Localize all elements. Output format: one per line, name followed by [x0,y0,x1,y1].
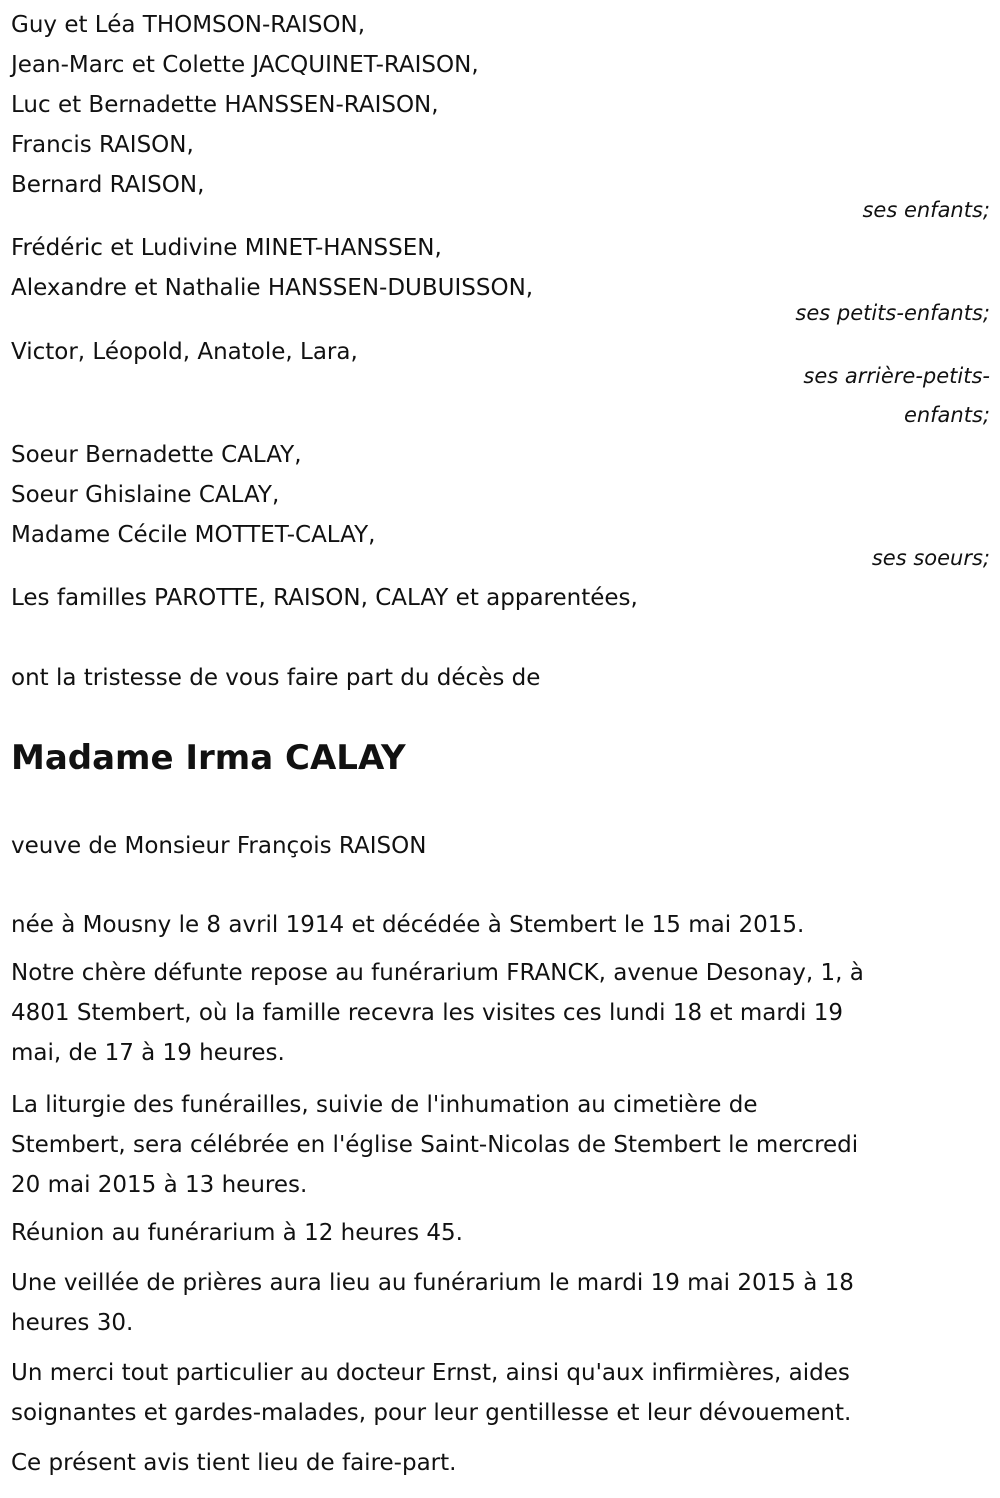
paragraph-line: Ce présent avis tient lieu de faire-part. [11,1450,457,1476]
relation-label: ses petits-enfants; [795,301,990,325]
announcement: ont la tristesse de vous faire part du décès de [11,665,541,691]
family-line: Soeur Bernadette CALAY, [11,442,302,468]
paragraph-line: née à Mousny le 8 avril 1914 et décédée à Stembert le 15 mai 2015. [11,912,805,938]
relation-label: ses soeurs; [871,546,990,570]
paragraph-line: mai, de 17 à 19 heures. [11,1040,285,1066]
paragraph-line: La liturgie des funérailles, suivie de l'inhumation au cimetière de [11,1092,758,1118]
paragraph-line: Stembert, sera célébrée en l'église Saint-Nicolas de Stembert le mercredi [11,1132,859,1158]
relation-label: ses enfants; [862,198,990,222]
family-line: Luc et Bernadette HANSSEN-RAISON, [11,92,439,118]
family-line: Alexandre et Nathalie HANSSEN-DUBUISSON, [11,275,534,301]
family-line: Jean-Marc et Colette JACQUINET-RAISON, [11,52,479,78]
paragraph-line: heures 30. [11,1310,134,1336]
family-line: Soeur Ghislaine CALAY, [11,482,280,508]
paragraph-line: Notre chère défunte repose au funérarium FRANCK, avenue Desonay, 1, à [11,960,864,986]
family-line: Madame Cécile MOTTET-CALAY, [11,522,376,548]
paragraph-line: Une veillée de prières aura lieu au funérarium le mardi 19 mai 2015 à 18 [11,1270,854,1296]
relation-label: enfants; [903,403,990,427]
paragraph-line: 4801 Stembert, où la famille recevra les visites ces lundi 18 et mardi 19 [11,1000,843,1026]
family-line: Francis RAISON, [11,132,194,158]
family-line: Victor, Léopold, Anatole, Lara, [11,339,358,365]
family-line: Frédéric et Ludivine MINET-HANSSEN, [11,235,442,261]
relation-label: ses arrière-petits- [803,364,990,388]
paragraph-line: Un merci tout particulier au docteur Ernst, ainsi qu'aux infirmières, aides [11,1360,850,1386]
paragraph-line: 20 mai 2015 à 13 heures. [11,1172,308,1198]
families-line: Les familles PAROTTE, RAISON, CALAY et apparentées, [11,585,638,611]
paragraph-line: Réunion au funérarium à 12 heures 45. [11,1220,463,1246]
family-line: Bernard RAISON, [11,172,205,198]
paragraph-line: soignantes et gardes-malades, pour leur gentillesse et leur dévouement. [11,1400,852,1426]
deceased-name: Madame Irma CALAY [11,738,406,778]
widow-of: veuve de Monsieur François RAISON [11,833,427,859]
family-line: Guy et Léa THOMSON-RAISON, [11,12,366,38]
